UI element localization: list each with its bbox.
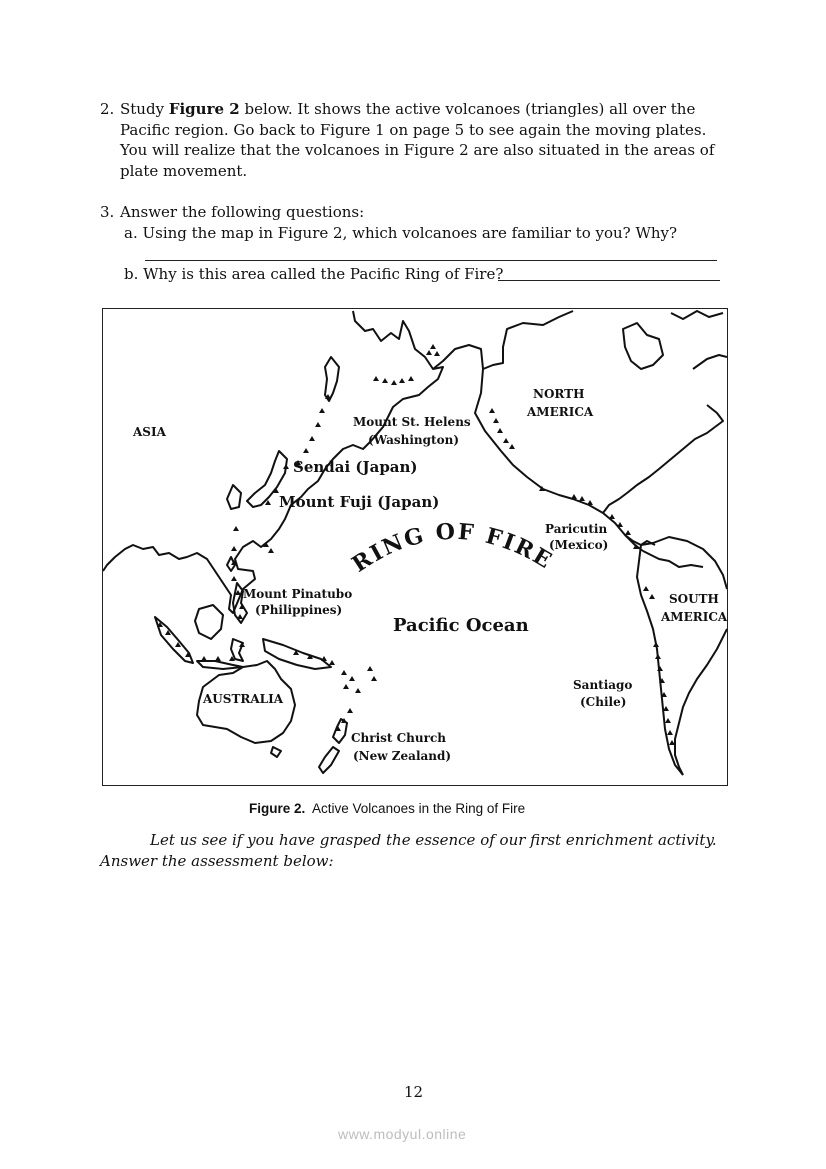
closing-line-1: Let us see if you have grasped the essence of our first enrichment activity. bbox=[150, 831, 717, 849]
ring-of-fire-map bbox=[102, 308, 728, 786]
figure-2-reference: Figure 2 bbox=[168, 100, 240, 118]
watermark: www.modyul.online bbox=[338, 1126, 467, 1142]
label-st-helens-1: Mount St. Helens bbox=[353, 415, 471, 429]
item-2-line-1-rest: below. It shows the active volcanoes (triangles) all over the bbox=[244, 100, 696, 118]
map-drawing bbox=[103, 309, 727, 785]
label-paricutin-1: Paricutin bbox=[545, 522, 608, 536]
label-paricutin-2: (Mexico) bbox=[549, 538, 609, 552]
label-st-helens-2: (Washington) bbox=[368, 433, 459, 447]
figure-caption-label: Figure 2. bbox=[249, 801, 306, 816]
label-christchurch-2: (New Zealand) bbox=[353, 749, 452, 763]
label-south-america-1: SOUTH bbox=[669, 592, 719, 606]
label-pacific-ocean: Pacific Ocean bbox=[393, 615, 529, 636]
item-2-line-4: plate movement. bbox=[120, 161, 248, 180]
item-2-number: 2. bbox=[100, 100, 115, 118]
item-2-line-2: Pacific region. Go back to Figure 1 on page 5 to see again the moving plates. bbox=[120, 120, 707, 139]
closing-line-2: Answer the assessment below: bbox=[100, 852, 334, 870]
label-north-america-1: NORTH bbox=[533, 387, 585, 401]
answer-line-b[interactable] bbox=[498, 280, 720, 281]
item-3-number: 3. bbox=[100, 203, 115, 221]
label-ring-of-fire bbox=[347, 519, 557, 578]
label-australia: AUSTRALIA bbox=[203, 692, 284, 706]
label-christchurch-1: Christ Church bbox=[351, 731, 446, 745]
figure-caption-text: Active Volcanoes in the Ring of Fire bbox=[312, 801, 526, 816]
label-asia: ASIA bbox=[133, 425, 166, 439]
label-pinatubo-2: (Philippines) bbox=[255, 603, 343, 617]
figure-caption bbox=[249, 801, 525, 816]
label-sendai: Sendai (Japan) bbox=[293, 458, 418, 476]
question-b: b. Why is this area called the Pacific Ring of Fire? bbox=[124, 265, 504, 283]
label-santiago-2: (Chile) bbox=[580, 695, 627, 709]
page-number: 12 bbox=[404, 1083, 424, 1101]
label-santiago-1: Santiago bbox=[573, 678, 633, 692]
item-2-line-1 bbox=[120, 99, 720, 120]
label-north-america-2: AMERICA bbox=[527, 405, 594, 419]
study-word: Study bbox=[120, 100, 165, 118]
ring-of-fire-text: RING OF FIRE bbox=[347, 518, 558, 578]
label-pinatubo-1: Mount Pinatubo bbox=[243, 587, 353, 601]
item-2-line-3: You will realize that the volcanoes in Figure 2 are also situated in the areas of bbox=[120, 141, 715, 160]
label-fuji: Mount Fuji (Japan) bbox=[279, 493, 440, 511]
item-3-intro: Answer the following questions: bbox=[120, 203, 365, 221]
answer-line-a[interactable] bbox=[145, 260, 717, 261]
label-south-america-2: AMERICA bbox=[661, 610, 727, 624]
question-a: a. Using the map in Figure 2, which volcanoes are familiar to you? Why? bbox=[124, 224, 678, 242]
